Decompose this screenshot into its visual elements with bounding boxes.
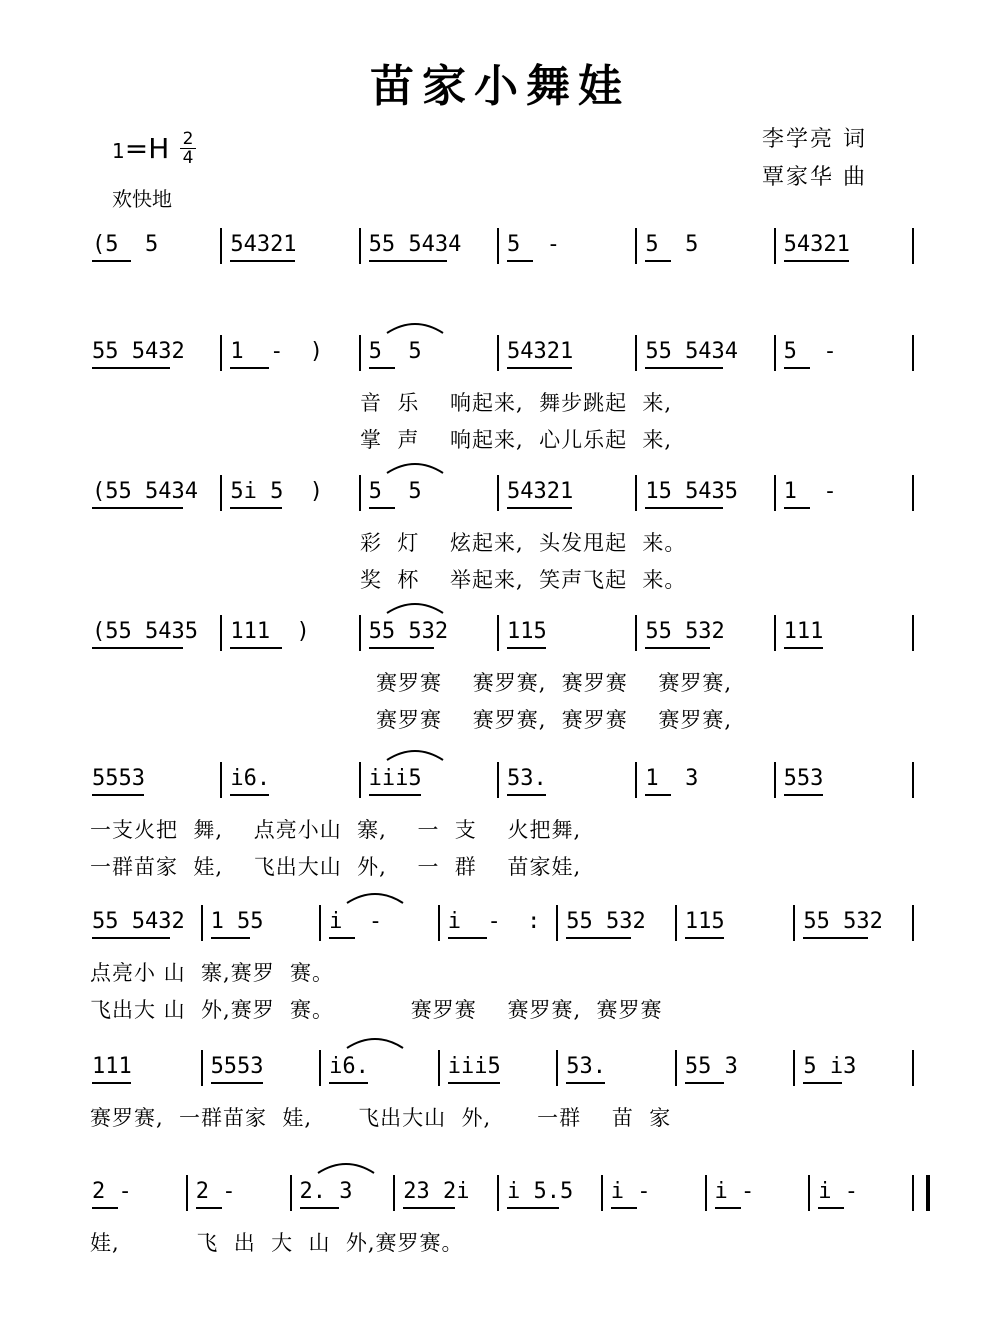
measure-notes: 55 532 <box>566 909 646 934</box>
bar-line <box>912 475 914 511</box>
bar-line <box>497 228 499 264</box>
beam-underline <box>230 647 282 649</box>
beam-underline <box>211 1082 263 1084</box>
bar-line <box>556 905 558 941</box>
measure-notes: i6. <box>329 1054 396 1079</box>
measure-notes: 5553 <box>92 766 159 791</box>
bar-line <box>774 335 776 371</box>
beam-underline <box>230 367 269 369</box>
lyric-line: 一支火把 舞, 点亮小山 寨, 一 支 火把舞, <box>90 818 582 842</box>
measure-notes: 111 ) <box>230 619 310 644</box>
measure-notes: 2 - <box>92 1179 159 1204</box>
staff-line-1 <box>88 228 928 268</box>
bar-line <box>774 615 776 651</box>
staff-line-5 <box>88 762 928 802</box>
bar-line <box>774 475 776 511</box>
measure-notes: (5 5 <box>92 232 185 257</box>
staff-line-4 <box>88 615 928 655</box>
slur-mark <box>345 891 405 905</box>
measure-notes: 1 - <box>783 479 864 504</box>
beam-underline <box>566 1082 605 1084</box>
beam-underline <box>818 1207 844 1209</box>
beam-underline <box>369 260 447 262</box>
measure-notes: 15 5435 <box>645 479 739 504</box>
measure-notes: 2. 3 <box>299 1179 353 1204</box>
bar-line <box>635 615 637 651</box>
composer-credit: 覃家华 曲 <box>762 165 867 190</box>
beam-underline <box>784 260 849 262</box>
lyric-line: 一群苗家 娃, 飞出大山 外, 一 群 苗家娃, <box>90 855 582 879</box>
measure-notes: 55 532 <box>645 619 725 644</box>
bar-line <box>912 762 914 798</box>
beam-underline <box>803 937 868 939</box>
bar-line <box>497 335 499 371</box>
bar-line <box>774 762 776 798</box>
bar-line <box>601 1175 603 1211</box>
measure-notes: 54321 <box>783 232 877 257</box>
beam-underline <box>645 647 710 649</box>
lyric-line: 赛罗赛, 一群苗家 娃, 飞出大山 外, 一群 苗 家 <box>90 1106 672 1130</box>
beam-underline <box>507 647 546 649</box>
tempo-marking: 欢快地 <box>112 187 172 211</box>
beam-underline <box>611 1207 637 1209</box>
bar-line <box>912 1050 914 1086</box>
beam-underline <box>92 1207 118 1209</box>
beam-underline <box>448 937 487 939</box>
bar-line <box>319 1050 321 1086</box>
staff-line-7 <box>88 1050 928 1090</box>
beam-underline <box>507 367 572 369</box>
slur-mark <box>316 1161 376 1175</box>
bar-line <box>319 905 321 941</box>
beam-underline <box>566 937 631 939</box>
bar-line <box>912 615 914 651</box>
beam-underline <box>507 794 546 796</box>
beam-underline <box>645 794 671 796</box>
lyric-line: 点亮小 山 寨,赛罗 赛。 <box>90 961 335 985</box>
bar-line <box>705 1175 707 1211</box>
key-signature: 1=H <box>112 132 170 165</box>
measure-notes: i - <box>818 1179 885 1204</box>
measure-notes: 2 - <box>195 1179 262 1204</box>
beam-underline <box>645 367 723 369</box>
beam-underline <box>230 260 295 262</box>
lyric-line: 娃, 飞 出 大 山 外,赛罗赛。 <box>90 1231 464 1255</box>
beam-underline <box>507 507 572 509</box>
measure-notes: i - : <box>447 909 541 934</box>
slur-mark <box>385 601 445 615</box>
beam-underline <box>92 647 183 649</box>
measure-notes: i - <box>329 909 409 934</box>
beam-underline <box>92 794 144 796</box>
measure-notes: i 5.5 <box>507 1179 574 1204</box>
staff-line-6 <box>88 905 928 945</box>
beam-underline <box>784 367 810 369</box>
slur-mark <box>385 461 445 475</box>
beam-underline <box>92 367 170 369</box>
bar-line <box>556 1050 558 1086</box>
beam-underline <box>784 794 823 796</box>
beam-underline <box>645 260 671 262</box>
measure-notes: 1 - ) <box>230 339 324 364</box>
beam-underline <box>230 507 282 509</box>
bar-line <box>220 335 222 371</box>
bar-line <box>220 475 222 511</box>
measure-notes: 115 <box>507 619 574 644</box>
measure-notes: 53. <box>507 766 574 791</box>
measure-notes: 5i 5 ) <box>230 479 324 504</box>
song-title: 苗家小舞娃 <box>370 61 630 112</box>
beam-underline <box>803 1082 842 1084</box>
measure-notes: 23 2i <box>403 1179 470 1204</box>
beam-underline <box>448 1082 500 1084</box>
lyric-line: 音 乐 响起来, 舞步跳起 来, <box>360 391 673 415</box>
bar-line <box>497 1175 499 1211</box>
lyric-line: 掌 声 响起来, 心儿乐起 来, <box>360 428 673 452</box>
measure-notes: 53. <box>566 1054 633 1079</box>
beam-underline <box>685 937 724 939</box>
bar-line <box>186 1175 188 1211</box>
measure-notes: 5 5 <box>368 339 449 364</box>
measure-notes: 55 5434 <box>368 232 462 257</box>
staff-line-3 <box>88 475 928 515</box>
bar-line <box>359 762 361 798</box>
measure-notes: 55 532 <box>803 909 883 934</box>
bar-line <box>359 615 361 651</box>
beam-underline <box>211 937 250 939</box>
bar-line <box>912 335 914 371</box>
final-bar-line <box>926 1175 930 1211</box>
bar-line <box>220 762 222 798</box>
lyric-line: 飞出大 山 外,赛罗 赛。 赛罗赛 赛罗赛, 赛罗赛 <box>90 998 663 1022</box>
bar-line <box>635 762 637 798</box>
measure-notes: i - <box>610 1179 677 1204</box>
bar-line <box>359 335 361 371</box>
beam-underline <box>369 794 421 796</box>
beam-underline <box>92 260 131 262</box>
beam-underline <box>329 1082 368 1084</box>
measure-notes: 5 i3 <box>803 1054 857 1079</box>
measure-notes: 111 <box>783 619 850 644</box>
bar-line <box>290 1175 292 1211</box>
bar-line <box>675 1050 677 1086</box>
slur-mark <box>345 1036 405 1050</box>
beam-underline <box>715 1207 741 1209</box>
bar-line <box>497 762 499 798</box>
beam-underline <box>92 937 170 939</box>
beam-underline <box>92 1082 131 1084</box>
bar-line <box>393 1175 395 1211</box>
beam-underline <box>230 794 269 796</box>
measure-notes: 54321 <box>230 232 324 257</box>
beam-underline <box>784 507 810 509</box>
bar-line <box>912 905 914 941</box>
measure-notes: 5 - <box>507 232 587 257</box>
lyric-line: 彩 灯 炫起来, 头发甩起 来。 <box>360 531 687 555</box>
measure-notes: 111 <box>92 1054 159 1079</box>
measure-notes: 1 3 <box>645 766 725 791</box>
measure-notes: 55 532 <box>368 619 449 644</box>
measure-notes: 5553 <box>210 1054 264 1079</box>
bar-line <box>774 228 776 264</box>
time-signature: $\frac{2}{4}$ <box>180 130 196 167</box>
staff-line-8 <box>88 1175 928 1215</box>
measure-notes: 115 <box>684 909 752 934</box>
bar-line <box>359 228 361 264</box>
measure-notes: 5 5 <box>368 479 449 504</box>
bar-line <box>497 615 499 651</box>
measure-notes: 55 5432 <box>92 339 185 364</box>
bar-line <box>808 1175 810 1211</box>
lyric-line: 赛罗赛 赛罗赛, 赛罗赛 赛罗赛, <box>376 671 733 695</box>
bar-line <box>201 1050 203 1086</box>
bar-line <box>497 475 499 511</box>
measure-notes: iii5 <box>368 766 435 791</box>
beam-underline <box>329 937 355 939</box>
measure-notes: 55 5434 <box>645 339 739 364</box>
bar-line <box>220 615 222 651</box>
beam-underline <box>685 1082 724 1084</box>
bar-line <box>201 905 203 941</box>
beam-underline <box>196 1207 222 1209</box>
measure-notes: 553 <box>783 766 850 791</box>
measure-notes: iii5 <box>447 1054 501 1079</box>
bar-line <box>359 475 361 511</box>
bar-line <box>438 1050 440 1086</box>
beam-underline <box>507 1207 559 1209</box>
measure-notes: i - <box>714 1179 781 1204</box>
lyric-line: 奖 杯 举起来, 笑声飞起 来。 <box>360 568 687 592</box>
beam-underline <box>369 507 395 509</box>
measure-notes: 5 - <box>783 339 864 364</box>
bar-line <box>912 1175 914 1211</box>
lyric-line: 赛罗赛 赛罗赛, 赛罗赛 赛罗赛, <box>376 708 733 732</box>
measure-notes: (55 5435 <box>92 619 198 644</box>
measure-notes: 55 3 <box>684 1054 738 1079</box>
beam-underline <box>300 1207 339 1209</box>
slur-mark <box>385 748 445 762</box>
measure-notes: 5 5 <box>645 232 725 257</box>
bar-line <box>675 905 677 941</box>
bar-line <box>635 335 637 371</box>
beam-underline <box>92 507 183 509</box>
staff-line-2 <box>88 335 928 375</box>
bar-line <box>220 228 222 264</box>
measure-notes: 54321 <box>507 479 600 504</box>
bar-line <box>635 475 637 511</box>
beam-underline <box>403 1207 455 1209</box>
beam-underline <box>369 647 434 649</box>
bar-line <box>635 228 637 264</box>
measure-notes: i6. <box>230 766 297 791</box>
measure-notes: (55 5434 <box>92 479 198 504</box>
bar-line <box>793 1050 795 1086</box>
bar-line <box>438 905 440 941</box>
measure-notes: 54321 <box>507 339 600 364</box>
beam-underline <box>369 367 395 369</box>
beam-underline <box>645 507 723 509</box>
measure-notes: 1 55 <box>210 909 264 934</box>
slur-mark <box>385 321 445 335</box>
bar-line <box>793 905 795 941</box>
measure-notes: 55 5432 <box>92 909 185 934</box>
bar-line <box>912 228 914 264</box>
lyricist-credit: 李学亮 词 <box>762 127 867 152</box>
beam-underline <box>507 260 533 262</box>
beam-underline <box>784 647 823 649</box>
